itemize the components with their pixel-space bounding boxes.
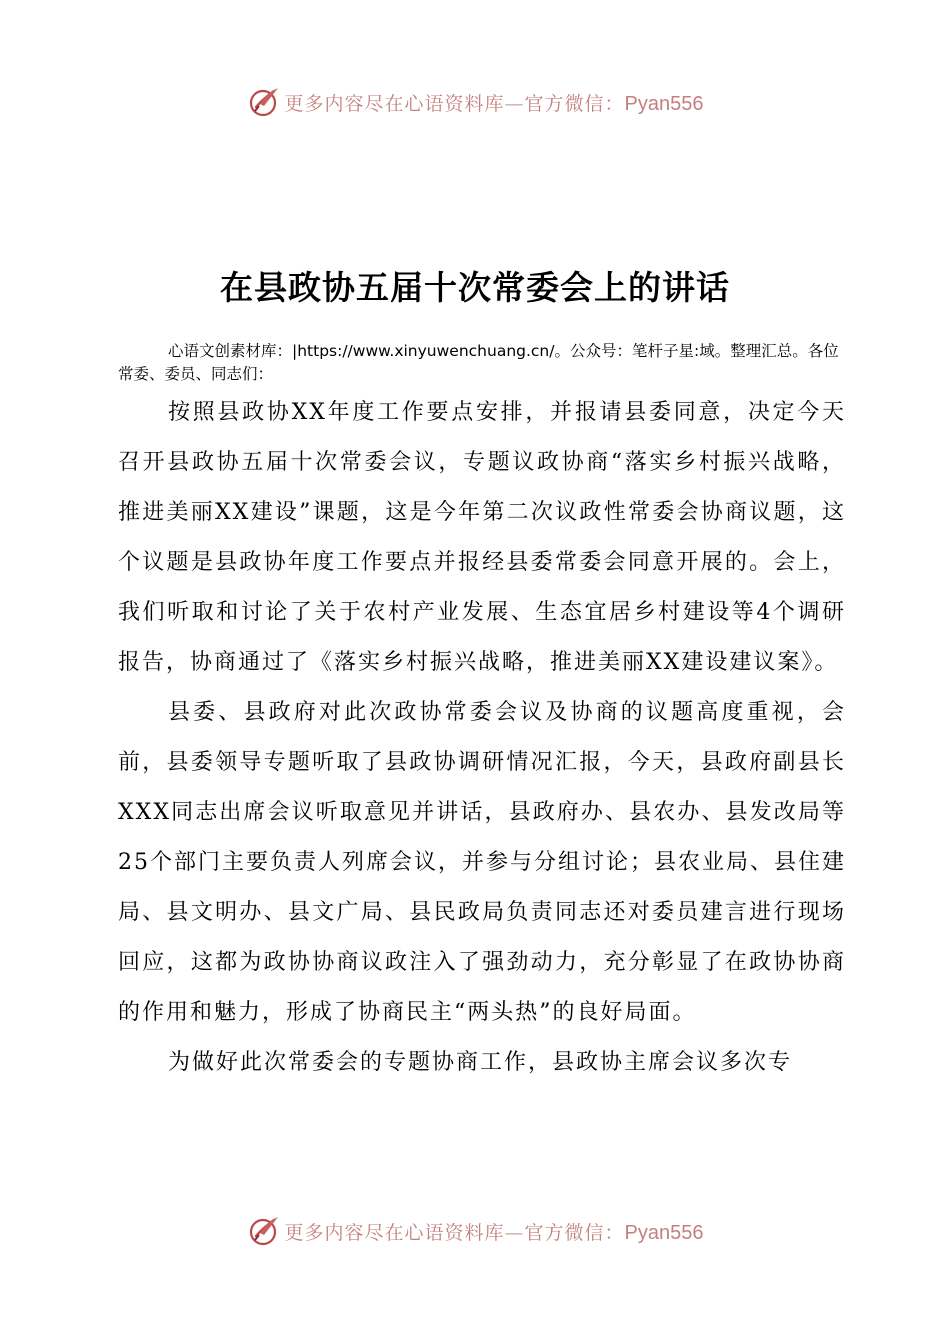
document-title: 在县政协五届十次常委会上的讲话 [220, 268, 730, 307]
watermark-text [285, 89, 704, 116]
watermark-main: 更多内容尽在心语资料库 [284, 92, 505, 115]
watermark-handle: Pyan556 [624, 1221, 704, 1244]
header-watermark [0, 82, 950, 122]
paragraph: 按照县政协XX年度工作要点安排，并报请县委同意，决定今天召开县政协五届十次常委会议，专题议政协商“落实乡村振兴战略，推进美丽XX建设”课题，这是今年第二次议政性常委会协商议题，这个议题是县政协年度工作要点并报经县委常委会同意开展的。会上，我们听取和讨论了关于农村产业发展、生态宜居乡村建设等4个调研报告，协商通过了《落实乡村振兴战略，推进美丽XX建设建议案》。 [118, 400, 846, 675]
quill-logo-icon [247, 85, 281, 119]
watermark-text [285, 1218, 704, 1245]
source-note: 心语文创素材库：|https://www.xinyuwenchuang.cn/。公众号：笔杆子星:域。整理汇总。各位常委、委员、同志们： [118, 342, 839, 383]
watermark-dash: — [504, 92, 525, 115]
paragraph: 县委、县政府对此次政协常委会议及协商的议题高度重视，会前，县委领导专题听取了县政协调研情况汇报，今天，县政府副县长XXX同志出席会议听取意见并讲话，县政府办、县农办、县发改局等25个部门主要负责人列席会议，并参与分组讨论；县农业局、县住建局、县文明办、县文广局、县民政局负责同志还对委员建言进行现场回应，这都为政协协商议政注入了强劲动力，充分彰显了在政协协商的作用和魅力，形成了协商民主“两头热”的良好局面。 [118, 700, 846, 1025]
watermark-handle: Pyan556 [624, 92, 704, 115]
quill-logo-icon [247, 1214, 281, 1248]
watermark-sub: 官方微信： [524, 1221, 625, 1244]
watermark-sub: 官方微信： [524, 92, 625, 115]
watermark-main: 更多内容尽在心语资料库 [284, 1221, 505, 1244]
footer-watermark [0, 1211, 950, 1251]
watermark-dash: — [504, 1221, 525, 1244]
paragraph: 为做好此次常委会的专题协商工作，县政协主席会议多次专 [168, 1050, 793, 1075]
document-body [118, 388, 846, 1088]
